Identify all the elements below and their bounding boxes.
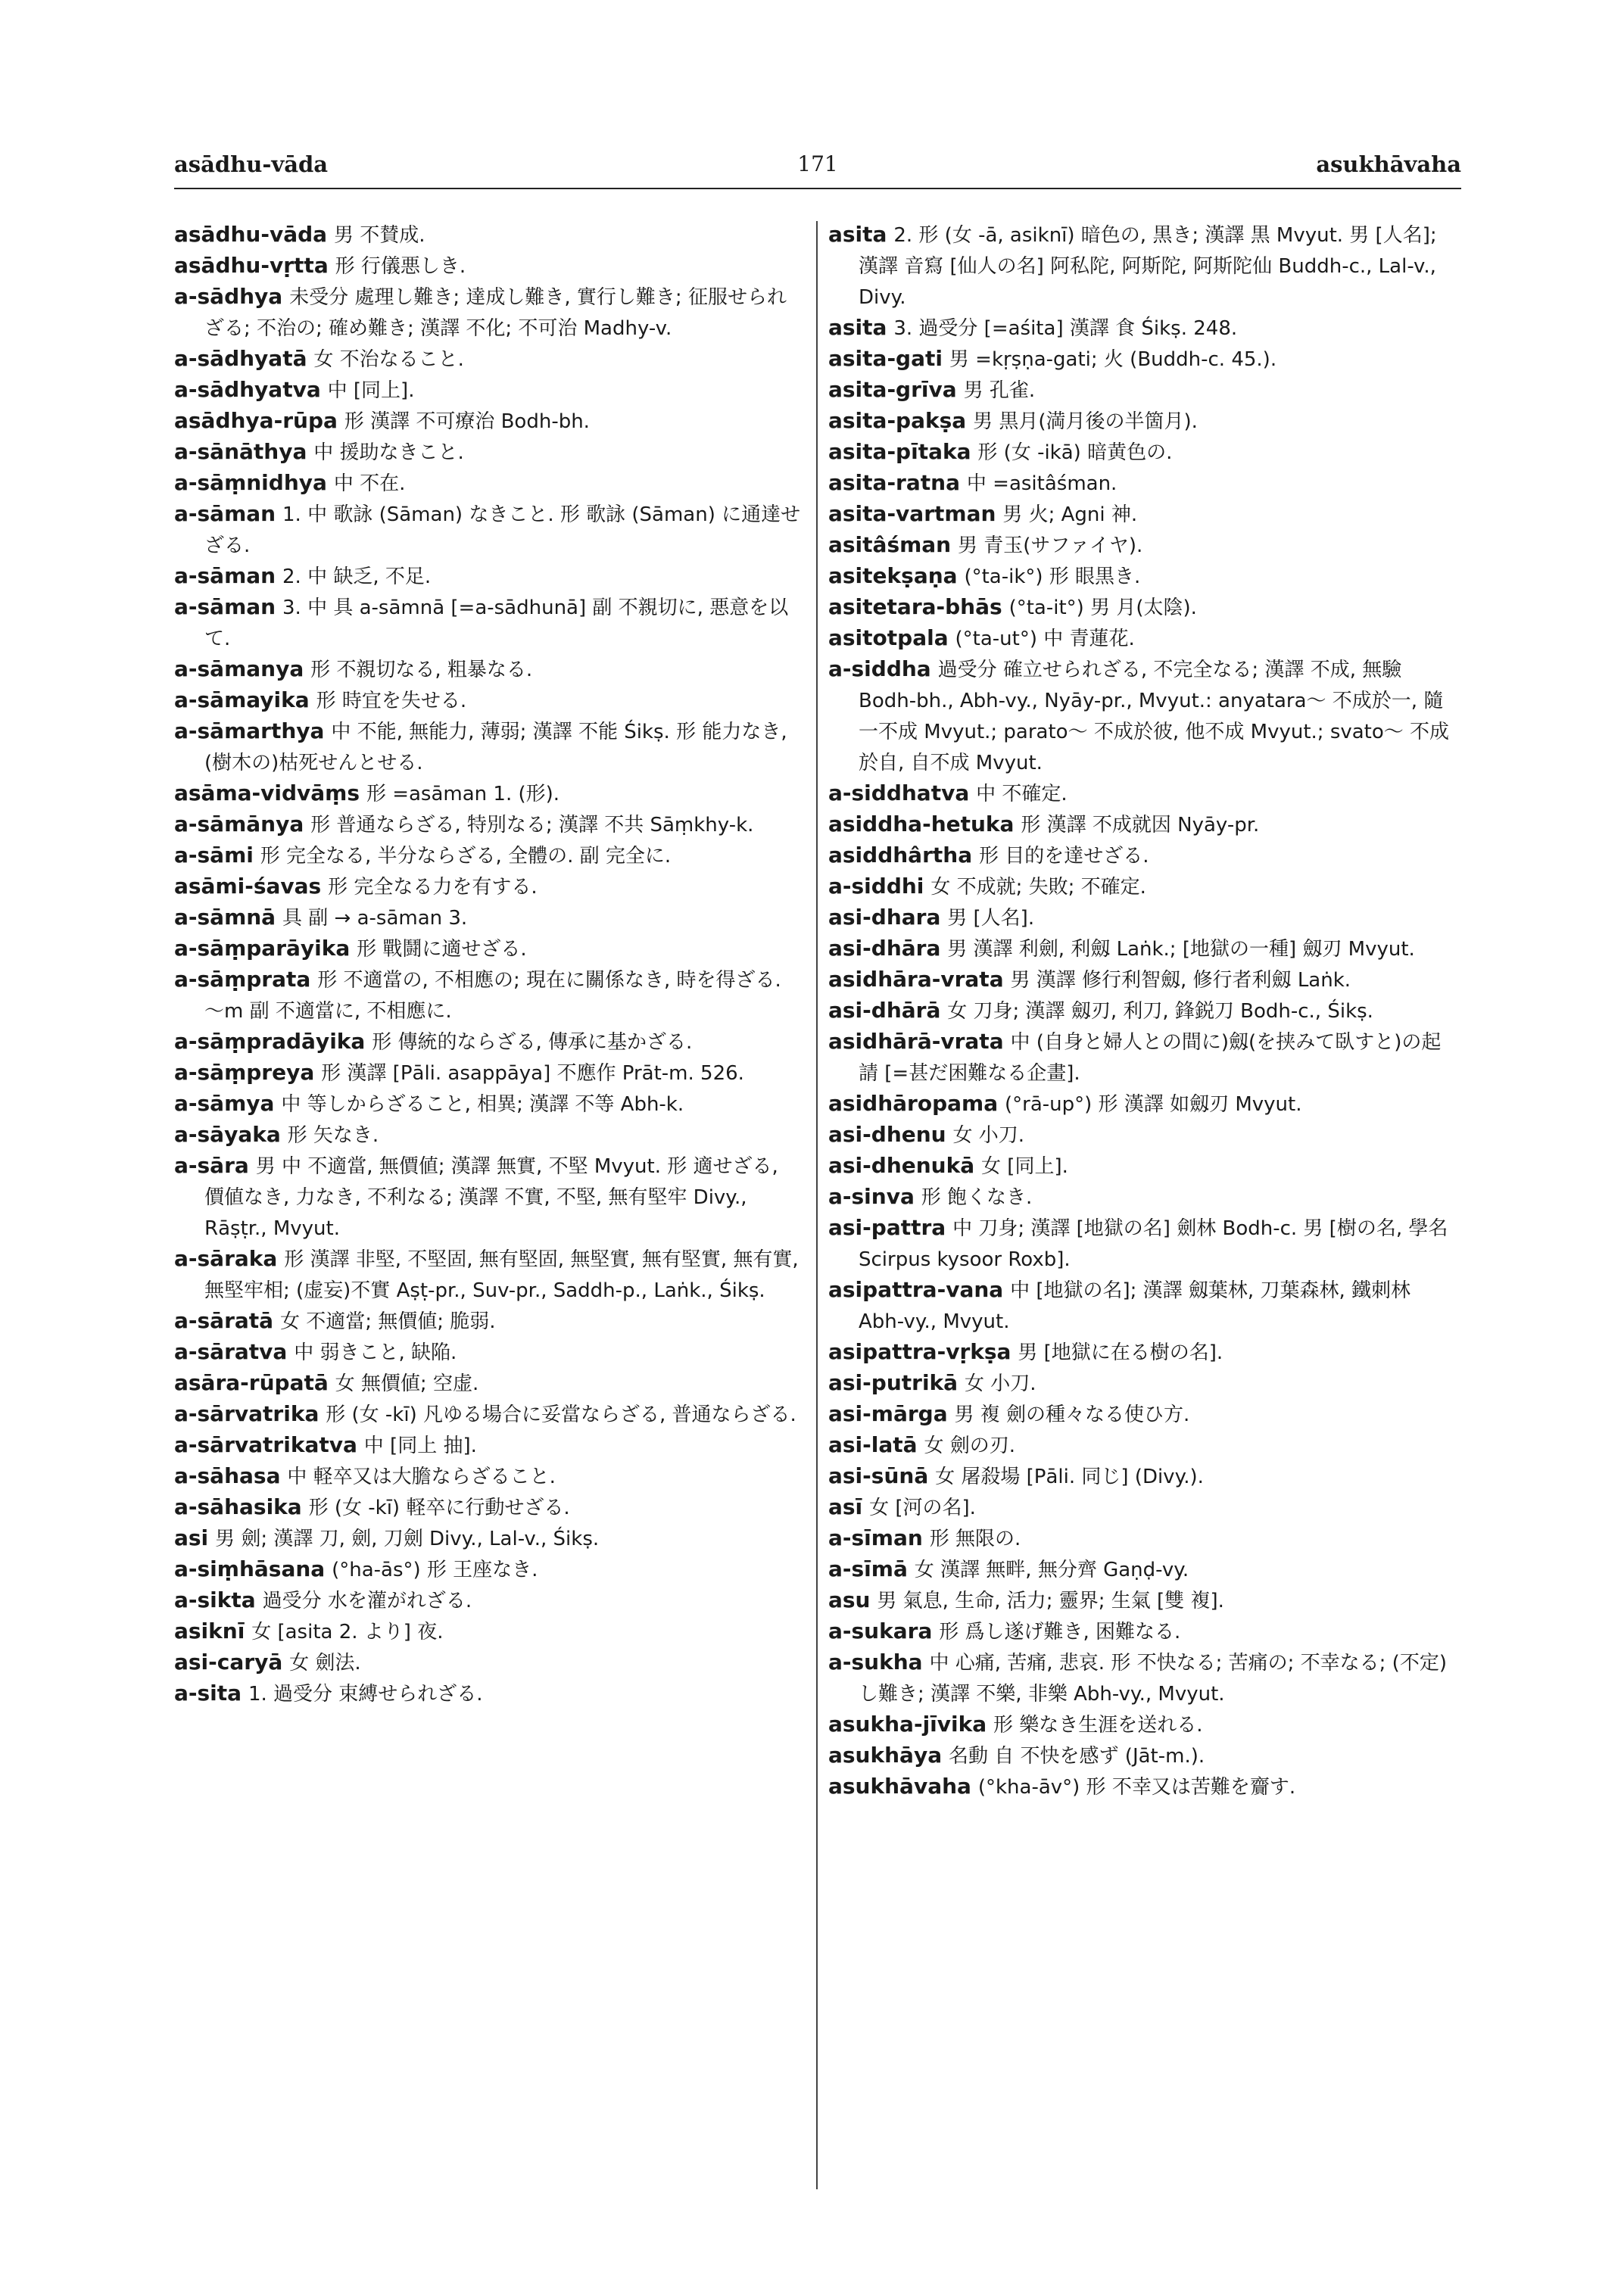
entry-headword: a-siddha (828, 656, 931, 681)
header-rule (174, 188, 1461, 189)
entry-headword: asāma-vidvāṃs (174, 780, 360, 805)
dictionary-entry (828, 220, 1457, 313)
entry-headword: a-sāman (174, 594, 276, 619)
dictionary-entry (828, 809, 1457, 840)
entry-definition: 形 漢譯 不成就因 Nyāy-pr. (1021, 814, 1260, 837)
dictionary-entry (174, 1678, 803, 1709)
entry-definition: 女 漢譯 無畔, 無分齊 Gaṇḍ-vy. (914, 1559, 1189, 1581)
entry-definition: 男 中 不適當, 無價値; 漢譯 無實, 不堅 Mvyut. 形 適せざる, 價値なき, 力なき, 不利なる; 漢譯 不實, 不堅, 無有堅牢 Divy., Rāṣṭr., Mvyut. (204, 1155, 778, 1240)
entry-definition: 中 =asitâśman. (966, 472, 1117, 495)
entry-definition: 形 (女 -ikā) 暗黄色の. (977, 441, 1173, 464)
dictionary-entry (174, 251, 803, 282)
dictionary-entry (828, 530, 1457, 561)
dictionary-entry (828, 468, 1457, 499)
dictionary-entry (828, 1492, 1457, 1523)
entry-definition: 女 屠殺場 [Pāli. 同じ] (Divy.). (935, 1466, 1204, 1488)
entry-headword: asi-caryā (174, 1650, 283, 1675)
entry-definition: 男 孔雀. (963, 379, 1036, 402)
entry-headword: asita-pītaka (828, 439, 971, 464)
entry-headword: asādhu-vṛtta (174, 253, 329, 278)
entry-definition: 中 (自身と婦人との間に)劔(を挟みて臥すと)の起請 [=甚だ困難なる企畫]. (859, 1031, 1442, 1085)
dictionary-entry (828, 344, 1457, 375)
entry-headword: asukhāvaha (828, 1774, 971, 1799)
entry-definition: 2. 形 (女 -ā, asiknī) 暗色の, 黒き; 漢譯 黒 Mvyut. 男 [人名]; 漢譯 音寫 [仙人の名] 阿私陀, 阿斯陀, 阿斯陀仙 Buddh-c., Lal-v., Divy. (859, 224, 1437, 309)
dictionary-entry (174, 654, 803, 685)
dictionary-entry (174, 1430, 803, 1461)
dictionary-entry (174, 1151, 803, 1244)
entry-definition: (°ta-ut°) 中 青蓮花. (955, 628, 1135, 650)
entry-headword: a-sādhyatā (174, 346, 307, 371)
entry-definition: 中 援助なきこと. (313, 441, 464, 464)
entry-definition: 形 不親切なる, 粗暴なる. (310, 659, 533, 681)
entry-headword: asi (174, 1525, 209, 1550)
dictionary-entry (828, 437, 1457, 468)
entry-headword: a-sīmā (828, 1556, 908, 1581)
dictionary-entry (828, 623, 1457, 654)
entry-headword: a-sāman (174, 501, 276, 526)
entry-headword: asāra-rūpatā (174, 1370, 329, 1395)
dictionary-entry (174, 685, 803, 716)
dictionary-entry (174, 1089, 803, 1120)
entry-headword: asiddha-hetuka (828, 812, 1015, 837)
entry-definition: 形 行儀悪しき. (335, 255, 466, 278)
entry-definition: 男 青玉(サファイヤ). (958, 534, 1143, 557)
entry-headword: a-siddhatva (828, 780, 970, 805)
entry-headword: a-sāmarthya (174, 718, 325, 743)
dictionary-entry (174, 1120, 803, 1151)
dictionary-entry (828, 1275, 1457, 1337)
entry-headword: asi-latā (828, 1432, 918, 1457)
entry-definition: 男 火; Agni 神. (1002, 503, 1138, 526)
entry-definition: 形 樂なき生涯を送れる. (993, 1714, 1203, 1737)
entry-headword: asukha-jīvika (828, 1712, 987, 1737)
entry-definition: 女 [同上]. (981, 1155, 1068, 1178)
dictionary-entry (174, 1554, 803, 1585)
entry-definition: 中 弱きこと, 缺陥. (294, 1341, 457, 1364)
dictionary-entry (174, 1492, 803, 1523)
entry-headword: a-sāhasika (174, 1494, 302, 1519)
dictionary-entry (174, 437, 803, 468)
dictionary-entry (828, 375, 1457, 406)
dictionary-entry (828, 1337, 1457, 1368)
entry-headword: asi-sūnā (828, 1463, 929, 1488)
entry-definition: 1. 過受分 束縛せられざる. (248, 1683, 483, 1706)
entry-definition: 中 刀身; 漢譯 [地獄の名] 劍林 Bodh-c. 男 [樹の名, 學名 Scirpus kysoor Roxb]. (859, 1217, 1448, 1271)
entry-headword: asi-dhara (828, 905, 941, 930)
entry-definition: 中 [同上]. (327, 379, 415, 402)
entry-definition: 形 無限の. (929, 1528, 1021, 1550)
dictionary-entry (174, 840, 803, 871)
entry-definition: 形 (女 -kī) 凡ゆる場合に妥當ならざる, 普通ならざる. (326, 1404, 796, 1426)
entry-definition: 形 完全なる, 半分ならざる, 全體の. 副 完全に. (260, 845, 672, 868)
entry-headword: a-sāmya (174, 1091, 275, 1116)
entry-headword: a-sāṃparāyika (174, 936, 351, 961)
entry-headword: asi-dhārā (828, 998, 941, 1023)
entry-headword: asipattra-vṛkṣa (828, 1339, 1011, 1364)
dictionary-entry (174, 468, 803, 499)
dictionary-entry (174, 1399, 803, 1430)
entry-definition: 形 漢譯 非堅, 不堅固, 無有堅固, 無堅實, 無有堅實, 無有實, 無堅牢相; (虚妄)不實 Aṣṭ-pr., Suv-pr., Saddh-p., Laṅk., Śikṣ. (204, 1248, 799, 1302)
dictionary-entry (174, 344, 803, 375)
entry-definition: 1. 中 歌詠 (Sāman) なきこと. 形 歌詠 (Sāman) に通達せざる. (204, 503, 801, 557)
entry-headword: a-sīman (828, 1525, 923, 1550)
dictionary-entry (174, 1337, 803, 1368)
entry-headword: a-sukara (828, 1618, 933, 1643)
entry-definition: 男 複 劍の種々なる使ひ方. (954, 1404, 1190, 1426)
entry-definition: 形 時宜を失せる. (316, 690, 467, 712)
entry-headword: asādhya-rūpa (174, 408, 338, 433)
dictionary-entry (828, 1523, 1457, 1554)
entry-headword: asi-dhāra (828, 936, 941, 961)
entry-definition: 形 普通ならざる, 特別なる; 漢譯 不共 Sāṃkhy-k. (310, 814, 754, 837)
entry-definition: 女 不治なること. (313, 348, 464, 371)
entry-headword: asu (828, 1587, 871, 1612)
entry-headword: asi-dhenu (828, 1122, 946, 1147)
right-column (828, 220, 1457, 1802)
entry-definition: 男 劍; 漢譯 刀, 劍, 刀劍 Divy., Lal-v., Śikṣ. (215, 1528, 600, 1550)
entry-definition: 3. 中 具 a-sāmnā [=a-sādhunā] 副 不親切に, 悪意を以て. (204, 597, 789, 650)
entry-headword: a-sāmnā (174, 905, 276, 930)
entry-definition: 女 不適當; 無價値; 脆弱. (279, 1310, 496, 1333)
entry-definition: 形 傳統的ならざる, 傳承に基かざる. (372, 1031, 693, 1054)
entry-headword: asitâśman (828, 532, 952, 557)
entry-headword: a-sinva (828, 1184, 915, 1209)
dictionary-entry (828, 964, 1457, 995)
entry-definition: 女 小刀. (952, 1124, 1025, 1147)
dictionary-entry (828, 1089, 1457, 1120)
dictionary-entry (828, 1740, 1457, 1771)
entry-definition: 中 等しからざること, 相異; 漢譯 不等 Abh-k. (281, 1093, 684, 1116)
entry-definition: (°rā-up°) 形 漢譯 如劔刃 Mvyut. (1005, 1093, 1302, 1116)
entry-headword: asidhāropama (828, 1091, 999, 1116)
entry-headword: a-sārvatrikatva (174, 1432, 357, 1457)
dictionary-entry (174, 902, 803, 933)
entry-headword: a-sita (174, 1681, 242, 1706)
entry-definition: 形 不適當の, 不相應の; 現在に關係なき, 時を得ざる. 〜m 副 不適當に, 不相應に. (204, 969, 781, 1023)
entry-headword: asidhārā-vrata (828, 1029, 1004, 1054)
entry-definition: 形 =asāman 1. (形). (366, 783, 560, 805)
dictionary-entry (828, 1182, 1457, 1213)
entry-headword: asāmi-śavas (174, 874, 322, 899)
entry-headword: asi-dhenukā (828, 1153, 975, 1178)
dictionary-entry (174, 220, 803, 251)
entry-headword: asita-pakṣa (828, 408, 967, 433)
entry-definition: 女 刀身; 漢譯 劔刃, 利刀, 鋒鋭刀 Bodh-c., Śikṣ. (947, 1000, 1373, 1023)
dictionary-entry (174, 871, 803, 902)
entry-definition: 女 [河の名]. (869, 1497, 976, 1519)
entry-definition: 中 不能, 無能力, 薄弱; 漢譯 不能 Śikṣ. 形 能力なき, (樹木の)枯死せんとせる. (204, 721, 787, 774)
dictionary-entry (174, 406, 803, 437)
entry-headword: asitotpala (828, 625, 949, 650)
entry-definition: 女 小刀. (964, 1372, 1036, 1395)
dictionary-entry (828, 592, 1457, 623)
entry-definition: 女 不成就; 失敗; 不確定. (930, 876, 1146, 899)
dictionary-entry (828, 933, 1457, 964)
entry-definition: 形 漢譯 [Pāli. asappāya] 不應作 Prāt-m. 526. (321, 1062, 744, 1085)
entry-headword: a-sāratā (174, 1308, 274, 1333)
dictionary-entry (174, 716, 803, 778)
dictionary-entry (828, 995, 1457, 1027)
entry-definition: 具 副 → a-sāman 3. (282, 907, 468, 930)
entry-definition: 女 劍法. (289, 1652, 361, 1675)
entry-definition: 男 漢譯 修行利智劔, 修行者利劔 Laṅk. (1010, 969, 1351, 992)
column-divider (816, 221, 818, 2189)
entry-headword: a-sāmayika (174, 687, 310, 712)
entry-headword: asita-grīva (828, 377, 957, 402)
dictionary-entry (828, 840, 1457, 871)
entry-definition: 過受分 水を灌がれざる. (262, 1590, 472, 1612)
entry-headword: a-sādhyatva (174, 377, 321, 402)
dictionary-entry (174, 561, 803, 592)
dictionary-entry (828, 871, 1457, 902)
dictionary-entry (174, 1244, 803, 1306)
entry-headword: asipattra-vana (828, 1277, 1004, 1302)
entry-definition: 男 漢譯 利劍, 利劔 Laṅk.; [地獄の一種] 劔刃 Mvyut. (947, 938, 1415, 961)
dictionary-entry (174, 809, 803, 840)
entry-headword: asitekṣaṇa (828, 563, 958, 588)
entry-headword: asita (828, 315, 887, 340)
dictionary-entry (174, 1523, 803, 1554)
entry-definition: 女 [asita 2. より] 夜. (251, 1621, 444, 1643)
entry-definition: 中 不在. (333, 472, 406, 495)
running-head-left: asādhu-vāda (174, 151, 329, 177)
entry-headword: a-siṃhāsana (174, 1556, 326, 1581)
dictionary-entry (174, 282, 803, 344)
entry-definition: 形 戰鬪に適せざる. (357, 938, 527, 961)
entry-headword: a-sāṃprata (174, 967, 311, 992)
dictionary-entry (828, 1027, 1457, 1089)
entry-headword: a-sāṃnidhya (174, 470, 327, 495)
entry-headword: a-sādhya (174, 284, 283, 309)
entry-definition: 形 完全なる力を有する. (328, 876, 538, 899)
dictionary-entry (828, 1461, 1457, 1492)
page-number: 171 (797, 151, 838, 176)
entry-headword: a-sāhasa (174, 1463, 281, 1488)
dictionary-entry (828, 1368, 1457, 1399)
entry-definition: 男 氣息, 生命, 活力; 靈界; 生氣 [雙 複]. (877, 1590, 1224, 1612)
entry-headword: a-sāṃpradāyika (174, 1029, 366, 1054)
entry-headword: a-sāra (174, 1153, 249, 1178)
entry-headword: a-sikta (174, 1587, 256, 1612)
entry-definition: 形 目的を達せざる. (979, 845, 1149, 868)
entry-headword: asi-mārga (828, 1401, 948, 1426)
entry-definition: 中 軽卒又は大膽ならざること. (287, 1466, 556, 1488)
left-column (174, 220, 803, 1709)
entry-headword: a-sāyaka (174, 1122, 281, 1147)
entry-definition: 形 飽くなき. (921, 1186, 1033, 1209)
entry-definition: 男 =kṛṣṇa-gati; 火 (Buddh-c. 45.). (949, 348, 1277, 371)
entry-headword: asi-pattra (828, 1215, 946, 1240)
dictionary-entry (828, 313, 1457, 344)
entry-definition: 形 爲し遂げ難き, 困難なる. (939, 1621, 1181, 1643)
dictionary-entry (174, 1461, 803, 1492)
dictionary-entry (828, 1709, 1457, 1740)
entry-definition: 男 [人名]. (947, 907, 1035, 930)
dictionary-entry (828, 778, 1457, 809)
entry-definition: 過受分 確立せられざる, 不完全なる; 漢譯 不成, 無驗 Bodh-bh., Abh-vy., Nyāy-pr., Mvyut.: anyatara〜 不成於一, 隨一不成 Mvyut.; parato〜 不成於彼, 他不成 Mvyut.; svato〜 不成於自, 自不成 Mvyut. (859, 659, 1450, 774)
entry-headword: a-sāratva (174, 1339, 288, 1364)
entry-headword: asī (828, 1494, 863, 1519)
entry-headword: asiknī (174, 1618, 245, 1643)
dictionary-entry (828, 1151, 1457, 1182)
entry-headword: a-siddhi (828, 874, 924, 899)
entry-headword: asiddhârtha (828, 843, 973, 868)
entry-headword: asādhu-vāda (174, 222, 328, 247)
running-head-right: asukhāvaha (1316, 151, 1461, 177)
entry-definition: (°ta-ik°) 形 眼黒き. (964, 565, 1141, 588)
dictionary-entry (174, 1585, 803, 1616)
entry-definition: (°ta-it°) 男 月(太陰). (1008, 597, 1197, 619)
entry-headword: a-sānāthya (174, 439, 307, 464)
entry-headword: asita-gati (828, 346, 943, 371)
entry-headword: a-sāmānya (174, 812, 304, 837)
entry-definition: (°ha-ās°) 形 王座なき. (332, 1559, 538, 1581)
dictionary-entry (174, 592, 803, 654)
dictionary-entry (828, 902, 1457, 933)
entry-headword: a-sukha (828, 1650, 923, 1675)
dictionary-entry (828, 406, 1457, 437)
entry-headword: asita-vartman (828, 501, 996, 526)
dictionary-entry (174, 1368, 803, 1399)
entry-headword: a-sāmanya (174, 656, 304, 681)
entry-definition: 中 心痛, 苦痛, 悲哀. 形 不快なる; 苦痛の; 不幸なる; (不定)し難き; 漢譯 不樂, 非樂 Abh-vy., Mvyut. (859, 1652, 1447, 1706)
entry-headword: a-sāmi (174, 843, 254, 868)
dictionary-entry (828, 1430, 1457, 1461)
dictionary-entry (828, 1585, 1457, 1616)
entry-definition: 中 [地獄の名]; 漢譯 劔葉林, 刀葉森林, 鐵刺林 Abh-vy., Mvyut. (859, 1279, 1410, 1333)
entry-headword: asita (828, 222, 887, 247)
dictionary-entry (828, 1120, 1457, 1151)
dictionary-entry (828, 654, 1457, 778)
entry-headword: a-sāraka (174, 1246, 278, 1271)
entry-headword: asita-ratna (828, 470, 960, 495)
entry-definition: 男 [地獄に在る樹の名]. (1018, 1341, 1223, 1364)
entry-headword: a-sāṃpreya (174, 1060, 315, 1085)
dictionary-entry (828, 1399, 1457, 1430)
entry-definition: 名動 自 不快を感ず (Jāt-m.). (949, 1745, 1205, 1768)
entry-definition: 男 黒月(満月後の半箇月). (973, 410, 1198, 433)
entry-definition: (°kha-āv°) 形 不幸又は苦難を齎す. (977, 1776, 1296, 1799)
dictionary-entry (828, 1771, 1457, 1802)
entry-definition: 形 矢なき. (287, 1124, 379, 1147)
dictionary-entry (828, 499, 1457, 530)
entry-definition: 女 無價値; 空虚. (335, 1372, 479, 1395)
entry-headword: asitetara-bhās (828, 594, 1002, 619)
dictionary-entry (828, 1213, 1457, 1275)
dictionary-entry (174, 499, 803, 561)
entry-definition: 男 不賛成. (333, 224, 425, 247)
entry-definition: 形 (女 -kī) 軽卒に行動せざる. (308, 1497, 570, 1519)
dictionary-entry (828, 1616, 1457, 1647)
dictionary-entry (828, 561, 1457, 592)
dictionary-entry (174, 1058, 803, 1089)
dictionary-entry (174, 1647, 803, 1678)
entry-headword: a-sārvatrika (174, 1401, 320, 1426)
dictionary-entry (174, 778, 803, 809)
dictionary-entry (174, 964, 803, 1027)
entry-headword: a-sāman (174, 563, 276, 588)
entry-definition: 中 不確定. (976, 783, 1068, 805)
page-header (174, 151, 1461, 182)
entry-definition: 中 [同上 抽]. (363, 1435, 477, 1457)
entry-definition: 3. 過受分 [=aśita] 漢譯 食 Śikṣ. 248. (893, 317, 1238, 340)
entry-headword: asukhāya (828, 1743, 943, 1768)
dictionary-entry (828, 1554, 1457, 1585)
entry-definition: 形 漢譯 不可療治 Bodh-bh. (344, 410, 590, 433)
entry-definition: 2. 中 缺乏, 不足. (282, 565, 432, 588)
dictionary-entry (174, 1306, 803, 1337)
entry-definition: 女 劍の刃. (924, 1435, 1015, 1457)
dictionary-entry (828, 1647, 1457, 1709)
entry-headword: asidhāra-vrata (828, 967, 1004, 992)
entry-definition: 未受分 處理し難き; 達成し難き, 實行し難き; 征服せられざる; 不治の; 確め難き; 漢譯 不化; 不可治 Madhy-v. (204, 286, 787, 340)
dictionary-entry (174, 1616, 803, 1647)
entry-headword: asi-putrikā (828, 1370, 959, 1395)
dictionary-entry (174, 1027, 803, 1058)
dictionary-entry (174, 375, 803, 406)
dictionary-entry (174, 933, 803, 964)
